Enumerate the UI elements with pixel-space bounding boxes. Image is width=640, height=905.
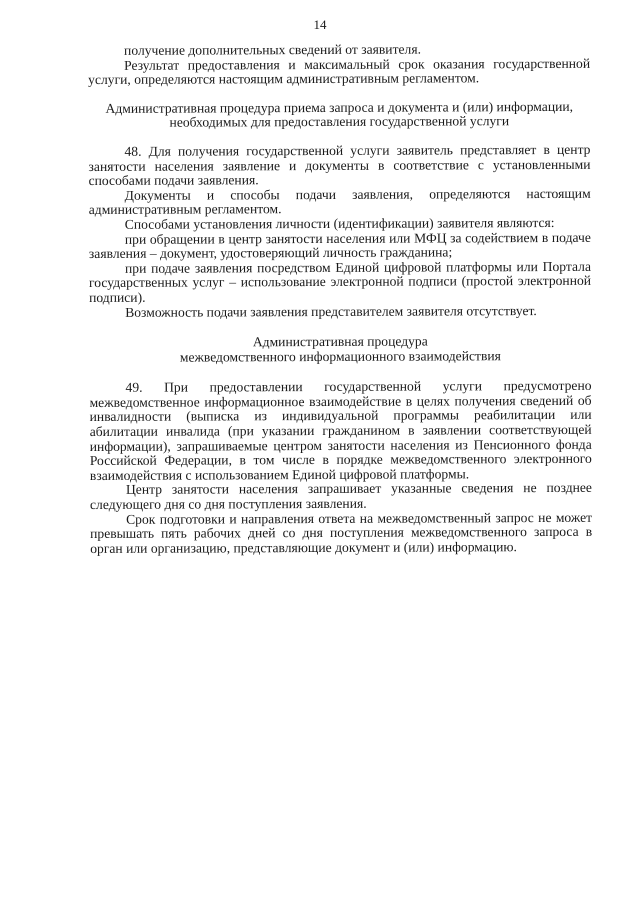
paragraph-identification-mfc: при обращении в центр занятости населения или МФЦ за содействием в подаче заявления – документ, удостоверяющий личность гражданина; [88, 229, 591, 262]
paragraph-identification-digital: при подаче заявления посредством Единой цифровой платформы или Портала государственных услуг – использование электронной подписи (простой электронной подписи). [89, 258, 592, 305]
paragraph-center-request: Центр занятости населения запрашивает указанные сведения не позднее следующего дня со дня поступления заявления. [89, 480, 592, 513]
paragraph-result: Результат предоставления и максимальный срок оказания государственной услуги, определяются настоящим административным регламентом. [88, 55, 591, 88]
paragraph-response-term: Срок подготовки и направления ответа на межведомственный запрос не может превышать пять рабочих дней со дня поступления межведомственного запроса в орган или организацию, представляющие документ и (или) информацию. [90, 509, 593, 556]
section-title-interaction-line1: Административная процедура [252, 333, 428, 350]
paragraph-48: 48. Для получения государственной услуги заявитель представляет в центр занятости населения заявление и документы в соответствие с установленными способами подачи заявления. [88, 141, 591, 189]
paragraph-documents: Документы и способы подачи заявления, определяются настоящим административным регламентом. [88, 185, 591, 218]
section-title-interaction-line2: межведомственного информационного взаимодействия [179, 347, 501, 365]
page-number: 14 [313, 17, 327, 32]
paragraph-identification: Способами установления личности (идентификации) заявителя являются: [124, 214, 555, 232]
paragraph-intro: получение дополнительных сведений от заявителя. [123, 41, 422, 58]
document-body [88, 42, 592, 557]
paragraph-representative: Возможность подачи заявления представителем заявителя отсутствует. [125, 302, 537, 320]
section-title-reception: Административная процедура приема запроса и документа и (или) информации, необходимых для предоставления государственной услуги [105, 98, 574, 131]
paragraph-49: 49. При предоставлении государственной услуги предусмотрено межведомственное информационное взаимодействие в целях получения сведений об инвалидности (выписка из индивидуальной программы реабилитации или абилитации инвалида (при указании гражданином в заявлении соответствующей информации), запрашиваемые центром занятости населения из Пенсионного фонда Российской Федерации, в том числе в порядке межведомственного электронного взаимодействия с использованием Единой цифровой платформы. [89, 378, 592, 483]
